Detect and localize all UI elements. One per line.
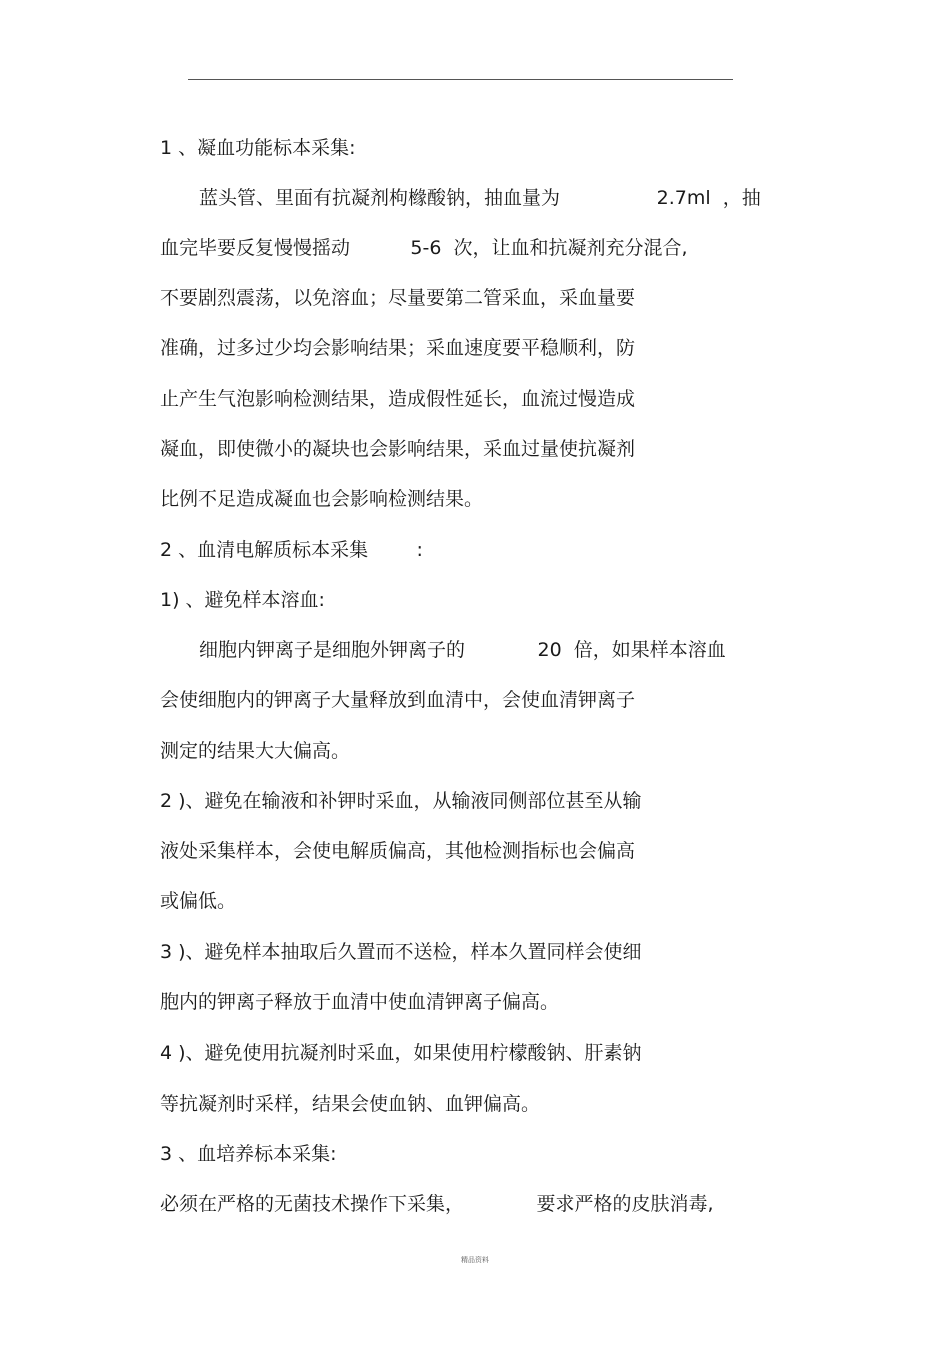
paragraph-line: 或偏低。 (160, 890, 237, 912)
page-footer: 精品资料 (461, 1256, 489, 1264)
section-heading-electrolyte: 2 、血清电解质标本采集 : (160, 539, 423, 561)
paragraph-line: 不要剧烈震荡，以免溶血；尽量要第二管采血，采血量要 (160, 287, 636, 309)
subheading-hemolysis: 1) 、避免样本溶血: (160, 589, 325, 611)
header-rule (188, 79, 733, 80)
paragraph-line: 比例不足造成凝血也会影响检测结果。 (160, 488, 484, 510)
paragraph-line: 等抗凝剂时采样，结果会使血钠、血钾偏高。 (160, 1093, 541, 1115)
paragraph-line: 止产生气泡影响检测结果，造成假性延长，血流过慢造成 (160, 388, 636, 410)
paragraph-line: 准确，过多过少均会影响结果；采血速度要平稳顺利，防 (160, 337, 636, 359)
paragraph-line: 胞内的钾离子释放于血清中使血清钾离子偏高。 (160, 991, 560, 1013)
paragraph-line: 蓝头管、里面有抗凝剂枸橼酸钠，抽血量为 2.7ml ，抽 (199, 187, 761, 209)
paragraph-line: 必须在严格的无菌技术操作下采集， 要求严格的皮肤消毒, (160, 1193, 714, 1215)
paragraph-line: 凝血，即使微小的凝块也会影响结果，采血过量使抗凝剂 (160, 438, 636, 460)
section-heading-blood-culture: 3 、血培养标本采集: (160, 1143, 337, 1165)
paragraph-line: 血完毕要反复慢慢摇动 5-6 次，让血和抗凝剂充分混合, (160, 237, 688, 259)
paragraph-line: 会使细胞内的钾离子大量释放到血清中，会使血清钾离子 (160, 689, 636, 711)
subheading-delay: 3 )、避免样本抽取后久置而不送检，样本久置同样会使细 (160, 941, 642, 963)
section-heading-coagulation: 1 、凝血功能标本采集: (160, 137, 356, 159)
paragraph-line: 液处采集样本，会使电解质偏高，其他检测指标也会偏高 (160, 840, 636, 862)
subheading-infusion: 2 )、避免在输液和补钾时采血，从输液同侧部位甚至从输 (160, 790, 642, 812)
paragraph-line: 细胞内钾离子是细胞外钾离子的 20 倍，如果样本溶血 (199, 639, 726, 661)
subheading-anticoagulant: 4 )、避免使用抗凝剂时采血，如果使用柠檬酸钠、肝素钠 (160, 1042, 642, 1064)
paragraph-line: 测定的结果大大偏高。 (160, 740, 351, 762)
